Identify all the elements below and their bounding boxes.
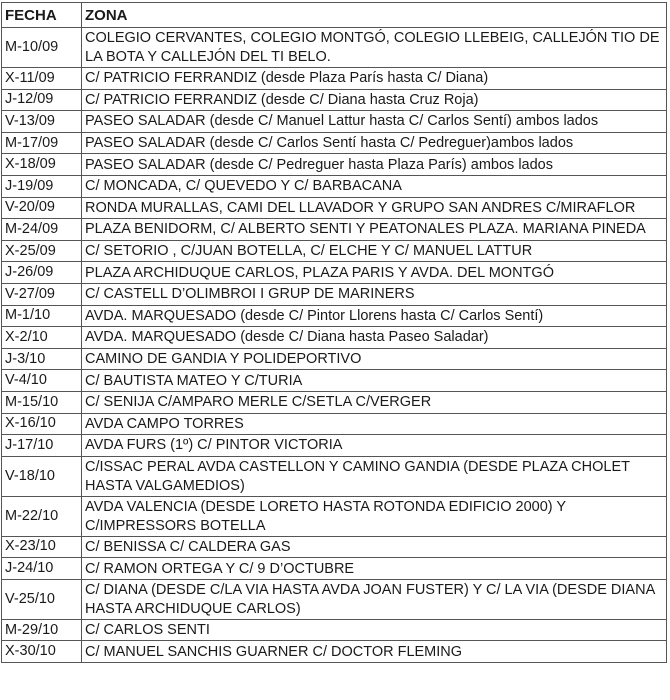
date-cell: M-17/09	[2, 132, 82, 154]
zone-cell: AVDA CAMPO TORRES	[82, 413, 667, 435]
table-row	[2, 68, 667, 90]
table-row	[2, 327, 667, 349]
date-cell: X-18/09	[2, 154, 82, 176]
table-row	[2, 240, 667, 262]
table-row	[2, 197, 667, 219]
date-cell: J-19/09	[2, 175, 82, 197]
date-cell: J-12/09	[2, 89, 82, 111]
table-row	[2, 435, 667, 457]
table-row	[2, 413, 667, 435]
table-row	[2, 496, 667, 536]
zone-cell: AVDA FURS (1º) C/ PINTOR VICTORIA	[82, 435, 667, 457]
date-cell: M-24/09	[2, 219, 82, 241]
zone-cell: C/ BAUTISTA MATEO Y C/TURIA	[82, 370, 667, 392]
date-cell: J-17/10	[2, 435, 82, 457]
zone-cell: C/ PATRICIO FERRANDIZ (desde Plaza París hasta C/ Diana)	[82, 68, 667, 90]
zone-cell: PASEO SALADAR (desde C/ Carlos Sentí hasta C/ Pedreguer)ambos lados	[82, 132, 667, 154]
date-cell: V-27/09	[2, 283, 82, 305]
date-cell: M-15/10	[2, 391, 82, 413]
table-row	[2, 579, 667, 619]
table-row	[2, 283, 667, 305]
date-cell: M-22/10	[2, 496, 82, 536]
table-row	[2, 28, 667, 68]
table-row	[2, 558, 667, 580]
zone-cell: C/ BENISSA C/ CALDERA GAS	[82, 536, 667, 558]
date-cell: V-13/09	[2, 111, 82, 133]
table-row	[2, 175, 667, 197]
table-row	[2, 89, 667, 111]
zone-cell: PLAZA BENIDORM, C/ ALBERTO SENTI Y PEATONALES PLAZA. MARIANA PINEDA	[82, 219, 667, 241]
zone-cell: PASEO SALADAR (desde C/ Manuel Lattur hasta C/ Carlos Sentí) ambos lados	[82, 111, 667, 133]
date-cell: X-11/09	[2, 68, 82, 90]
table-body	[2, 28, 667, 663]
date-cell: V-20/09	[2, 197, 82, 219]
table-row	[2, 370, 667, 392]
date-cell: M-10/09	[2, 28, 82, 68]
table-row	[2, 219, 667, 241]
zone-cell: PASEO SALADAR (desde C/ Pedreguer hasta Plaza París) ambos lados	[82, 154, 667, 176]
schedule-table	[1, 2, 667, 663]
date-cell: J-26/09	[2, 262, 82, 284]
table-row	[2, 536, 667, 558]
table-row	[2, 619, 667, 641]
header-row	[2, 3, 667, 28]
date-cell: V-18/10	[2, 456, 82, 496]
zone-cell: C/ SENIJA C/AMPARO MERLE C/SETLA C/VERGER	[82, 391, 667, 413]
date-cell: V-25/10	[2, 579, 82, 619]
zone-cell: C/ CARLOS SENTI	[82, 619, 667, 641]
zone-cell: C/ MONCADA, C/ QUEVEDO Y C/ BARBACANA	[82, 175, 667, 197]
date-cell: X-16/10	[2, 413, 82, 435]
zone-cell: C/ PATRICIO FERRANDIZ (desde C/ Diana hasta Cruz Roja)	[82, 89, 667, 111]
date-cell: V-4/10	[2, 370, 82, 392]
table-row	[2, 154, 667, 176]
zone-cell: C/ DIANA (DESDE C/LA VIA HASTA AVDA JOAN FUSTER) Y C/ LA VIA (DESDE DIANA HASTA ARCHIDUQUE CARLOS)	[82, 579, 667, 619]
table-row	[2, 456, 667, 496]
zone-cell: C/ RAMON ORTEGA Y C/ 9 D’OCTUBRE	[82, 558, 667, 580]
table-row	[2, 641, 667, 663]
date-cell: X-2/10	[2, 327, 82, 349]
date-cell: J-3/10	[2, 348, 82, 370]
zone-cell: RONDA MURALLAS, CAMI DEL LLAVADOR Y GRUPO SAN ANDRES C/MIRAFLOR	[82, 197, 667, 219]
zone-cell: C/ MANUEL SANCHIS GUARNER C/ DOCTOR FLEMING	[82, 641, 667, 663]
zone-cell: C/ SETORIO , C/JUAN BOTELLA, C/ ELCHE Y C/ MANUEL LATTUR	[82, 240, 667, 262]
zone-cell: C/ CASTELL D’OLIMBROI I GRUP DE MARINERS	[82, 283, 667, 305]
table-row	[2, 305, 667, 327]
zone-cell: C/ISSAC PERAL AVDA CASTELLON Y CAMINO GANDIA (DESDE PLAZA CHOLET HASTA VALGAMEDIOS)	[82, 456, 667, 496]
date-cell: M-1/10	[2, 305, 82, 327]
zone-cell: PLAZA ARCHIDUQUE CARLOS, PLAZA PARIS Y AVDA. DEL MONTGÓ	[82, 262, 667, 284]
date-cell: X-30/10	[2, 641, 82, 663]
date-cell: X-23/10	[2, 536, 82, 558]
zone-cell: AVDA. MARQUESADO (desde C/ Diana hasta Paseo Saladar)	[82, 327, 667, 349]
zone-cell: COLEGIO CERVANTES, COLEGIO MONTGÓ, COLEGIO LLEBEIG, CALLEJÓN TIO DE LA BOTA Y CALLEJÓN DEL TI BELO.	[82, 28, 667, 68]
date-cell: J-24/10	[2, 558, 82, 580]
date-cell: M-29/10	[2, 619, 82, 641]
zone-cell: AVDA VALENCIA (DESDE LORETO HASTA ROTONDA EDIFICIO 2000) Y C/IMPRESSORS BOTELLA	[82, 496, 667, 536]
zone-cell: CAMINO DE GANDIA Y POLIDEPORTIVO	[82, 348, 667, 370]
table-row	[2, 111, 667, 133]
zone-cell: AVDA. MARQUESADO (desde C/ Pintor Llorens hasta C/ Carlos Sentí)	[82, 305, 667, 327]
date-cell: X-25/09	[2, 240, 82, 262]
table-row	[2, 391, 667, 413]
table-row	[2, 262, 667, 284]
table-row	[2, 348, 667, 370]
header-zona: ZONA	[82, 3, 667, 28]
header-fecha: FECHA	[2, 3, 82, 28]
table-row	[2, 132, 667, 154]
